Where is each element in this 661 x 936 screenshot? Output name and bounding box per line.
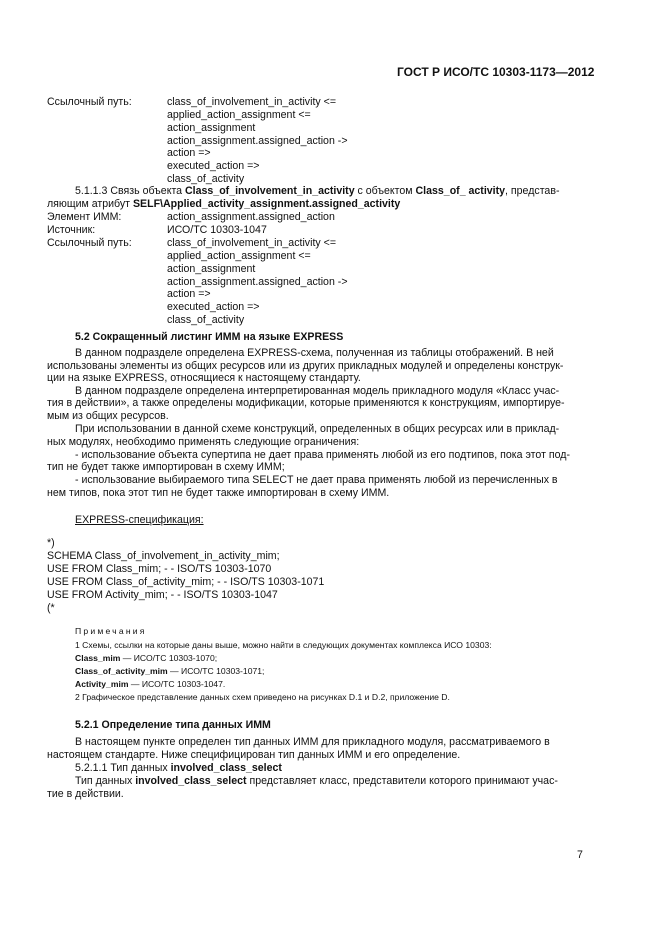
clause-number: 5.2.1.1 bbox=[75, 762, 108, 774]
paragraph-line: ции на языке EXPRESS, относящиеся к настоящему стандарту. bbox=[47, 372, 361, 384]
clause-text: ляющим атрибут bbox=[47, 198, 133, 210]
express-comment-open: *) bbox=[47, 537, 55, 549]
note-1: 1 Схемы, ссылки на которые даны выше, можно найти в следующих документах комплекса ИСО 10303: bbox=[75, 640, 492, 650]
paragraph-line: использованы элементы из общих ресурсов или из других прикладных модулей и определены конструк- bbox=[47, 360, 564, 372]
paragraph-line: В настоящем пункте определен тип данных ИММ для прикладного модуля, рассматриваемого в bbox=[75, 736, 550, 748]
clause-text: представляет класс, представители которого принимают учас- bbox=[246, 775, 558, 787]
clause-text: Тип данных bbox=[110, 762, 171, 774]
express-code-line: USE FROM Class_mim; - - ISO/TS 10303-1070 bbox=[47, 563, 272, 575]
list-item-line: - использование выбираемого типа SELECT не дает права применять любой из перечисленных в bbox=[75, 474, 558, 486]
clause-text: Связь объекта bbox=[110, 185, 186, 197]
paragraph-line: В данном подразделе определена EXPRESS-схема, полученная из таблицы отображений. В ней bbox=[75, 347, 554, 359]
note-2: 2 Графическое представление данных схем приведено на рисунках D.1 и D.2, приложение D. bbox=[75, 692, 450, 702]
list-item-line: тип не будет также импортирован в схему ИММ; bbox=[47, 461, 285, 473]
notes-title: Примечания bbox=[75, 626, 147, 636]
ref-path-line: executed_action => bbox=[167, 160, 260, 172]
note-item bbox=[75, 653, 217, 664]
paragraph-line: ных модулях, необходимо применять следующие ограничения: bbox=[47, 436, 360, 448]
paragraph-line: При использовании в данной схеме конструкций, определенных в общих ресурсах или в приклад- bbox=[75, 423, 560, 435]
clause-5-1-1-3-cont bbox=[47, 198, 400, 210]
ref-path-line: action => bbox=[167, 288, 211, 300]
ref-path-line: action_assignment bbox=[167, 122, 256, 134]
clause-text: , представ- bbox=[505, 185, 560, 197]
clause-text: Тип данных bbox=[75, 775, 136, 787]
paragraph-line bbox=[75, 775, 558, 787]
page-number: 7 bbox=[577, 849, 583, 861]
type-name: involved_class_select bbox=[135, 775, 247, 787]
ref-path-line: class_of_involvement_in_activity <= bbox=[167, 96, 337, 108]
schema-ref: — ИСО/ТС 10303-1047. bbox=[128, 679, 226, 689]
schema-name: Class_mim bbox=[75, 653, 121, 663]
clause-text: с объектом bbox=[354, 185, 416, 197]
clause-number: 5.1.1.3 bbox=[75, 185, 108, 197]
schema-ref: — ИСО/ТС 10303-1071; bbox=[167, 666, 265, 676]
schema-name: Class_of_activity_mim bbox=[75, 666, 168, 676]
ref-path-line: applied_action_assignment <= bbox=[167, 109, 311, 121]
type-name: involved_class_select bbox=[170, 762, 282, 774]
source-value: ИСО/ТС 10303-1047 bbox=[167, 224, 267, 236]
express-code-line: SCHEMA Class_of_involvement_in_activity_mim; bbox=[47, 550, 280, 562]
document-header: ГОСТ Р ИСО/ТС 10303-1173—2012 bbox=[397, 65, 595, 79]
attribute-name: SELF\Applied_activity_assignment.assigned_activity bbox=[132, 198, 401, 210]
paragraph-line: настоящем стандарте. Ниже специфицирован тип данных ИММ и его определение. bbox=[47, 749, 461, 761]
section-heading: 5.2 Сокращенный листинг ИММ на языке EXPRESS bbox=[75, 331, 344, 343]
ref-path-line: action_assignment.assigned_action -> bbox=[167, 276, 348, 288]
ref-path-label: Ссылочный путь: bbox=[47, 96, 132, 108]
express-code-line: USE FROM Class_of_activity_mim; - - ISO/TS 10303-1071 bbox=[47, 576, 325, 588]
subsection-heading: 5.2.1 Определение типа данных ИММ bbox=[75, 719, 271, 731]
ref-path-line: applied_action_assignment <= bbox=[167, 250, 311, 262]
list-item-line: - использование объекта супертипа не дает права применять любой из его подтипов, пока этот под- bbox=[75, 449, 570, 461]
clause-5-1-1-3 bbox=[75, 185, 559, 197]
paragraph-line: тия в действии», а также определены модификации, которые применяются к конструкциям, импортируе- bbox=[47, 397, 565, 409]
express-code-line: USE FROM Activity_mim; - - ISO/TS 10303-1047 bbox=[47, 589, 278, 601]
ref-path-label: Ссылочный путь: bbox=[47, 237, 132, 249]
ref-path-line: action_assignment.assigned_action -> bbox=[167, 135, 348, 147]
ref-path-line: action_assignment bbox=[167, 263, 256, 275]
mim-element-label: Элемент ИММ: bbox=[47, 211, 122, 223]
express-spec-title: EXPRESS-спецификация: bbox=[75, 514, 204, 526]
express-comment-close: (* bbox=[47, 602, 55, 614]
entity-name: Class_of_involvement_in_activity bbox=[185, 185, 355, 197]
entity-name: Class_of_ activity bbox=[415, 185, 506, 197]
source-label: Источник: bbox=[47, 224, 96, 236]
paragraph-line: мым из общих ресурсов. bbox=[47, 410, 169, 422]
note-item bbox=[75, 679, 225, 690]
paragraph-line: В данном подразделе определена интерпретированная модель прикладного модуля «Класс учас- bbox=[75, 385, 560, 397]
schema-name: Activity_mim bbox=[75, 679, 129, 689]
ref-path-line: class_of_involvement_in_activity <= bbox=[167, 237, 337, 249]
list-item-line: нем типов, пока этот тип не будет также импортирован в схему ИММ. bbox=[47, 487, 390, 499]
paragraph-line: тие в действии. bbox=[47, 788, 124, 800]
schema-ref: — ИСО/ТС 10303-1070; bbox=[120, 653, 218, 663]
ref-path-line: executed_action => bbox=[167, 301, 260, 313]
note-item bbox=[75, 666, 264, 677]
clause-5-2-1-1 bbox=[75, 762, 282, 774]
ref-path-line: action => bbox=[167, 147, 211, 159]
mim-element-value: action_assignment.assigned_action bbox=[167, 211, 335, 223]
ref-path-line: class_of_activity bbox=[167, 314, 245, 326]
ref-path-line: class_of_activity bbox=[167, 173, 245, 185]
